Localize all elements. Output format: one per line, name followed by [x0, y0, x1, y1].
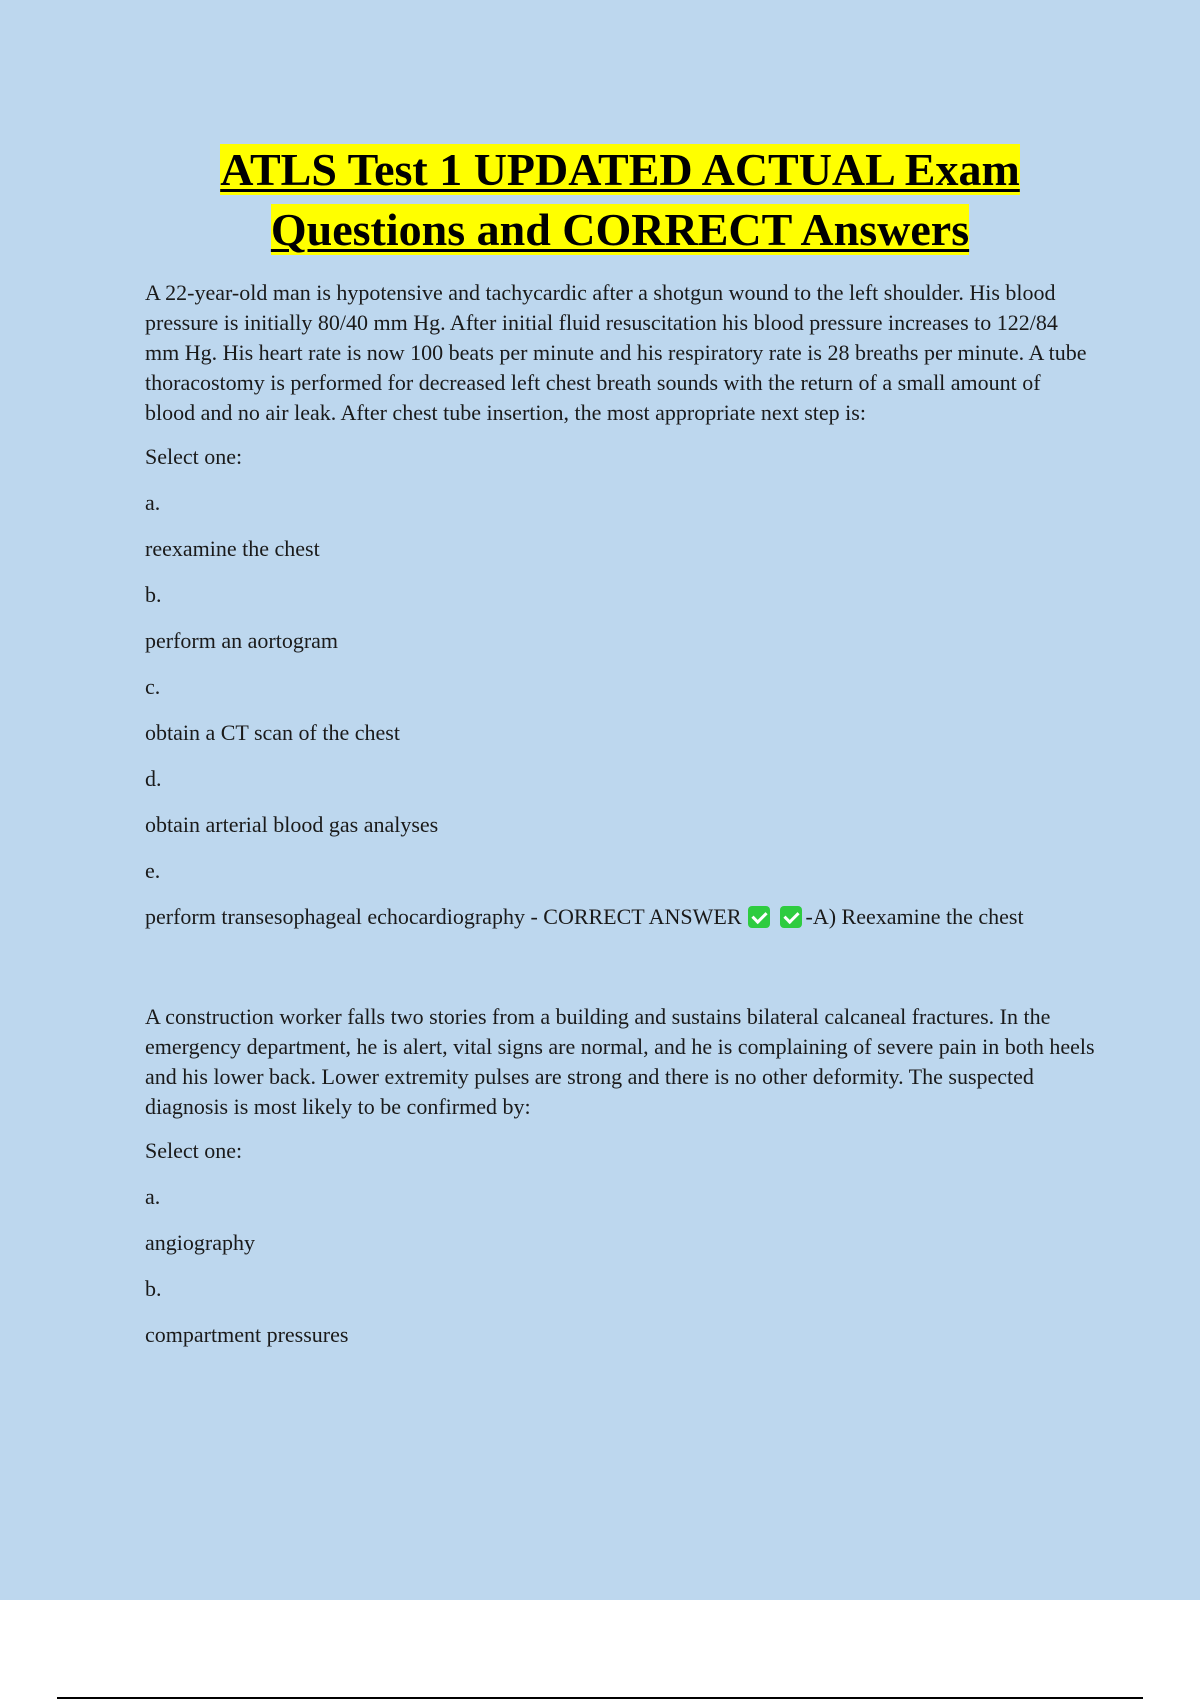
- select-one-label: Select one:: [145, 1138, 243, 1163]
- option-letter: a.: [145, 490, 161, 515]
- option-letter: d.: [145, 766, 162, 791]
- question-stem: A 22-year-old man is hypotensive and tachycardic after a shotgun wound to the left shoulder. His blood pressure is initially 80/40 mm Hg. After initial fluid resuscitation his blood pressure increases to 122/84 mm Hg. His heart rate is now 100 beats per minute and his respiratory rate is 28 breaths per minute. A tube thoracostomy is performed for decreased left chest breath sounds with the return of a small amount of blood and no air leak. After chest tube insertion, the most appropriate next step is:: [145, 280, 1087, 425]
- footer-divider: [57, 1697, 1143, 1699]
- option-text: reexamine the chest: [145, 536, 320, 561]
- question-2: [145, 1002, 1095, 1350]
- option-text: angiography: [145, 1230, 255, 1255]
- option-letter: b.: [145, 582, 162, 607]
- option-text: perform transesophageal echocardiography - CORRECT ANSWER: [145, 904, 742, 929]
- document-body: [145, 140, 1095, 1366]
- check-mark-icon: [748, 906, 770, 928]
- check-mark-icon: [780, 906, 802, 928]
- option-text: obtain arterial blood gas analyses: [145, 812, 439, 837]
- option-text-with-answer: [145, 902, 1095, 932]
- correct-answer-text: -A) Reexamine the chest: [805, 904, 1024, 929]
- select-one-label: Select one:: [145, 444, 243, 469]
- option-letter: a.: [145, 1184, 161, 1209]
- option-letter: e.: [145, 858, 161, 883]
- option-letter: c.: [145, 674, 161, 699]
- question-stem: A construction worker falls two stories from a building and sustains bilateral calcaneal fractures. In the emergency department, he is alert, vital signs are normal, and he is complaining of severe pain in both heels and his lower back. Lower extremity pulses are strong and there is no other deformity. The suspected diagnosis is most likely to be confirmed by:: [145, 1004, 1095, 1119]
- option-text: perform an aortogram: [145, 628, 339, 653]
- option-text: obtain a CT scan of the chest: [145, 720, 400, 745]
- option-letter: b.: [145, 1276, 162, 1301]
- document-title: ATLS Test 1 UPDATED ACTUAL Exam Questions and CORRECT Answers: [220, 144, 1020, 255]
- question-1: [145, 278, 1095, 932]
- option-text: compartment pressures: [145, 1322, 349, 1347]
- spacer: [145, 948, 1095, 1002]
